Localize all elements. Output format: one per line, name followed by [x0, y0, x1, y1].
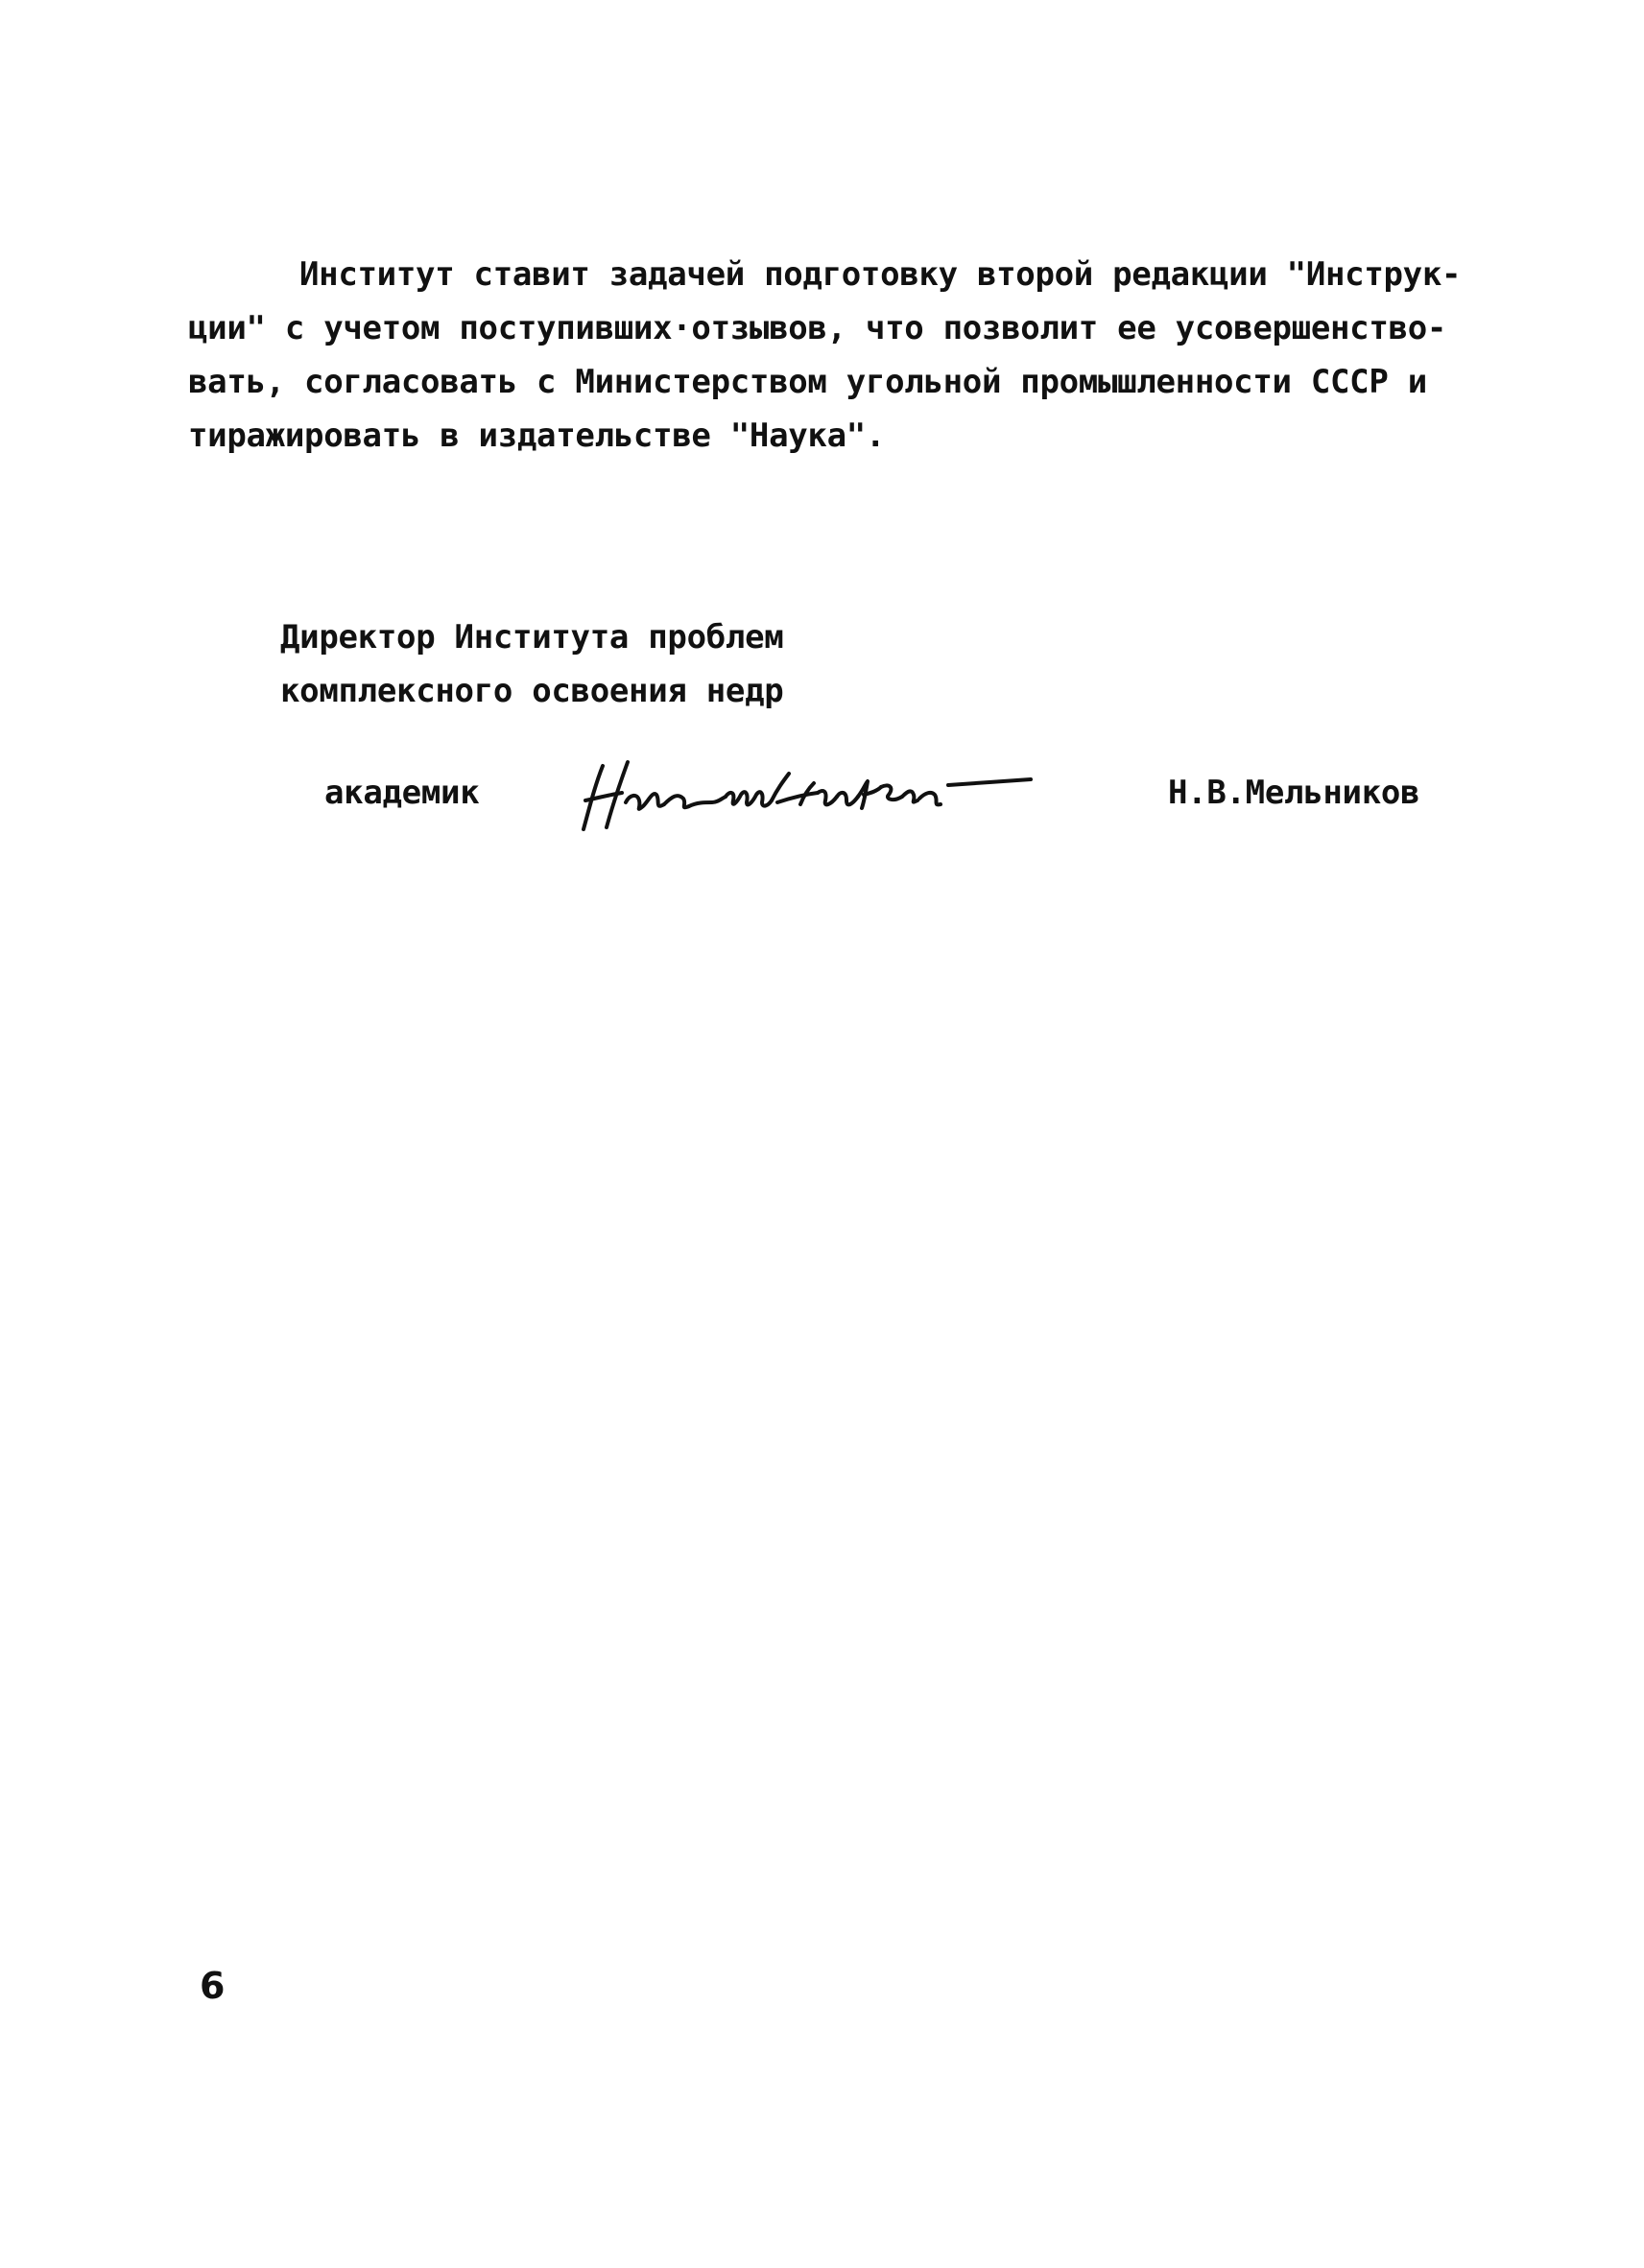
paragraph-line: ции" с учетом поступивших·отзывов, что позволит ее усовершенство-: [188, 309, 1447, 347]
paragraph-line: вать, согласовать с Министерством угольной промышленности СССР и: [188, 363, 1427, 401]
director-title-line: Директор Института проблем: [280, 618, 784, 657]
body-paragraph: [188, 248, 1462, 463]
page-number: 6: [200, 1965, 226, 2007]
paragraph-line: Институт ставит задачей подготовку второй редакции "Инструк-: [299, 255, 1462, 294]
handwritten-signature: [572, 745, 1052, 841]
signer-name: Н.В.Мельников: [1168, 774, 1420, 812]
director-title-line: комплексного освоения недр: [280, 672, 784, 710]
paragraph-line: тиражировать в издательстве "Наука".: [188, 417, 886, 455]
director-title: [280, 610, 783, 718]
academic-rank: академик: [324, 774, 480, 812]
signature-row: [0, 758, 1644, 854]
